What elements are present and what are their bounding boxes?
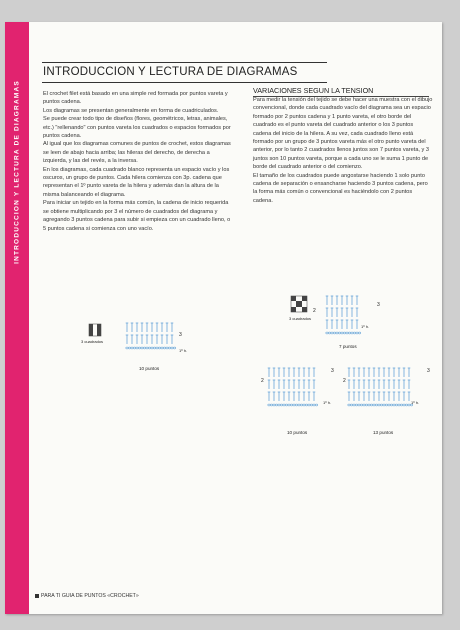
chain-stitch: [168, 347, 170, 349]
chain-stitch: [126, 347, 128, 349]
chain-stitch: [163, 347, 165, 349]
chain-stitch: [338, 332, 340, 334]
left-column: [43, 90, 231, 233]
chain-stitch: [405, 404, 407, 406]
chain-stitch: [368, 404, 370, 406]
chain-stitch: [380, 404, 382, 406]
chain-stitch: [350, 404, 352, 406]
chain-stitch: [171, 347, 173, 349]
chain-stitch: [270, 404, 272, 406]
chain-stitch: [285, 404, 287, 406]
chain-stitch: [408, 404, 410, 406]
row-number: 2: [343, 378, 346, 384]
points-label: 7 puntos: [339, 344, 357, 349]
chain-stitch: [128, 347, 130, 349]
chain-stitch: [346, 332, 348, 334]
row-number: 3: [377, 302, 380, 308]
chain-stitch: [353, 332, 355, 334]
paragraph: Al igual que los diagramas comunes de puntos de crochet, estos diagramas se leen de abajo hacia arriba; las hileras del derecho, de derecha a izquierda, y las del revés, a la inversa.: [43, 141, 231, 165]
top-rule: [42, 62, 327, 63]
chain-stitch: [333, 332, 335, 334]
chain-stitch: [356, 332, 358, 334]
right-top-stitch-diagram: [287, 294, 417, 366]
points-label: 13 puntos: [373, 430, 394, 435]
row-number: 3: [179, 332, 182, 338]
left-stitch-diagram: [75, 320, 195, 390]
chain-stitch: [343, 332, 345, 334]
chain-stitch: [373, 404, 375, 406]
chain-stitch: [293, 404, 295, 406]
paragraph: Los diagramas se presentan generalmente en forma de cuadriculados.: [43, 107, 219, 114]
paragraph: El tamaño de los cuadrados puede angostarse haciendo 1 solo punto cadena de separación o ensancharse haciendo 3 puntos cadena, pero la forma más común o convencional es haciéndolo con 2 puntos cadena.: [253, 172, 428, 204]
chain-stitch: [383, 404, 385, 406]
chain-stitch: [148, 347, 150, 349]
points-label: 10 puntos: [287, 430, 308, 435]
chain-stitch: [308, 404, 310, 406]
chain-stitch: [268, 404, 270, 406]
chain-stitch: [353, 404, 355, 406]
squares-label: 3 cuadrados: [289, 316, 312, 321]
magazine-page: [5, 22, 442, 614]
chain-stitch: [153, 347, 155, 349]
square-bullet-icon: [35, 594, 39, 598]
chain-stitch: [298, 404, 300, 406]
chain-stitch: [290, 404, 292, 406]
chain-stitch: [360, 404, 362, 406]
right-mid-stitch-diagram-b: [341, 362, 441, 442]
chain-stitch: [398, 404, 400, 406]
first-row-label: 1º h.: [411, 400, 420, 405]
chain-stitch: [313, 404, 315, 406]
chain-stitch: [136, 347, 138, 349]
chain-stitch: [395, 404, 397, 406]
chain-stitch: [161, 347, 163, 349]
chain-stitch: [326, 332, 328, 334]
chain-stitch: [133, 347, 135, 349]
chain-stitch: [131, 347, 133, 349]
stitch-rows: [348, 368, 413, 406]
chain-stitch: [315, 404, 317, 406]
chain-stitch: [403, 404, 405, 406]
section-subtitle: VARIACIONES SEGUN LA TENSION: [253, 86, 429, 97]
chain-stitch: [173, 347, 175, 349]
chain-stitch: [275, 404, 277, 406]
spine-title: INTRODUCCION Y LECTURA DE DIAGRAMAS: [13, 80, 21, 264]
chain-stitch: [348, 332, 350, 334]
footer-text: PARA TI GUIA DE PUNTOS «CROCHET»: [41, 593, 139, 599]
first-row-label: 1º h.: [323, 400, 332, 405]
chain-stitch: [141, 347, 143, 349]
stitch-rows: [326, 296, 361, 334]
squares-label: 3 cuadrados: [81, 339, 104, 344]
chain-stitch: [328, 332, 330, 334]
chain-stitch: [288, 404, 290, 406]
title-rule: [42, 82, 327, 83]
chain-stitch: [358, 332, 360, 334]
chain-stitch: [400, 404, 402, 406]
chain-stitch: [156, 347, 158, 349]
chain-stitch: [146, 347, 148, 349]
paragraph: Para iniciar un tejido en la forma más común, la cadena de inicio requerida se obtiene multiplicando por 3 el número de cuadrados del diagrama y agregando 3 puntos cadena para subir si empieza con un cuadrado lleno, o 5 puntos cadena si comienza con uno vacío.: [43, 200, 231, 232]
row-number: 3: [331, 368, 334, 374]
filet-chart-icon: [89, 324, 101, 336]
chain-stitch: [348, 404, 350, 406]
paragraph: Se puede crear todo tipo de diseños (flores, geométricos, letras, animales, etc.) "rellenando" con puntos vareta los cuadrados o espacios formados por puntos cadena.: [43, 116, 231, 140]
page-title: INTRODUCCION Y LECTURA DE DIAGRAMAS: [43, 66, 298, 78]
chain-stitch: [370, 404, 372, 406]
chain-stitch: [331, 332, 333, 334]
row-number: 3: [427, 368, 430, 374]
chain-stitch: [378, 404, 380, 406]
chain-stitch: [336, 332, 338, 334]
chain-stitch: [143, 347, 145, 349]
chain-stitch: [151, 347, 153, 349]
chain-stitch: [388, 404, 390, 406]
page-footer: [35, 593, 139, 599]
chain-stitch: [273, 404, 275, 406]
stitch-rows: [126, 323, 176, 349]
row-number: 2: [313, 308, 316, 314]
chain-stitch: [351, 332, 353, 334]
chain-stitch: [393, 404, 395, 406]
chain-stitch: [365, 404, 367, 406]
chain-stitch: [280, 404, 282, 406]
row-number: 2: [261, 378, 264, 384]
paragraph: Para medir la tensión del tejido se debe hacer una muestra con el dibujo convencional, donde cada cuadrado vacío del diagrama sea un espacio formado por 2 puntos cadena y 1 punto vareta, el otro borde del cuadrado es el punto vareta del cuadrado anterior o los 3 puntos cadena del inicio de la hilera. A su vez, cada cuadrado lleno está formado por un grupo de 3 puntos vareta más el otro punto vareta del anterior, por lo tanto 2 cuadrados llenos juntos son 7 puntos vareta, y 3 juntos son 10 puntos vareta, porque a cada uno se le suma 1 punto de borde del cuadrado anterior o del comienzo.: [253, 97, 433, 171]
stitch-rows: [268, 368, 318, 406]
chain-stitch: [385, 404, 387, 406]
first-row-label: 1º h.: [361, 324, 370, 329]
chain-stitch: [138, 347, 140, 349]
chain-stitch: [363, 404, 365, 406]
chain-stitch: [355, 404, 357, 406]
chain-stitch: [305, 404, 307, 406]
filet-chart-icon: [291, 296, 307, 312]
paragraph: El crochet filet está basado en una simple red formada por puntos vareta y puntos cadena.: [43, 91, 228, 106]
chain-stitch: [300, 404, 302, 406]
page-spine: [5, 22, 29, 614]
chain-stitch: [358, 404, 360, 406]
chain-stitch: [341, 332, 343, 334]
chain-stitch: [158, 347, 160, 349]
chain-stitch: [283, 404, 285, 406]
chain-stitch: [375, 404, 377, 406]
right-column: [253, 96, 433, 205]
first-row-label: 1º h.: [179, 348, 188, 353]
points-label: 10 puntos: [139, 366, 160, 371]
chain-stitch: [303, 404, 305, 406]
chain-stitch: [295, 404, 297, 406]
chain-stitch: [278, 404, 280, 406]
chain-stitch: [310, 404, 312, 406]
paragraph: En los diagramas, cada cuadrado blanco representa un espacio vacío y los oscuros, un grupo de puntos. Cada hilera comienza con 3p. cadena que representan el 1º punto vareta de la hilera y además dan la altura de la misma balanceando el diagrama.: [43, 166, 230, 198]
chain-stitch: [390, 404, 392, 406]
chain-stitch: [166, 347, 168, 349]
